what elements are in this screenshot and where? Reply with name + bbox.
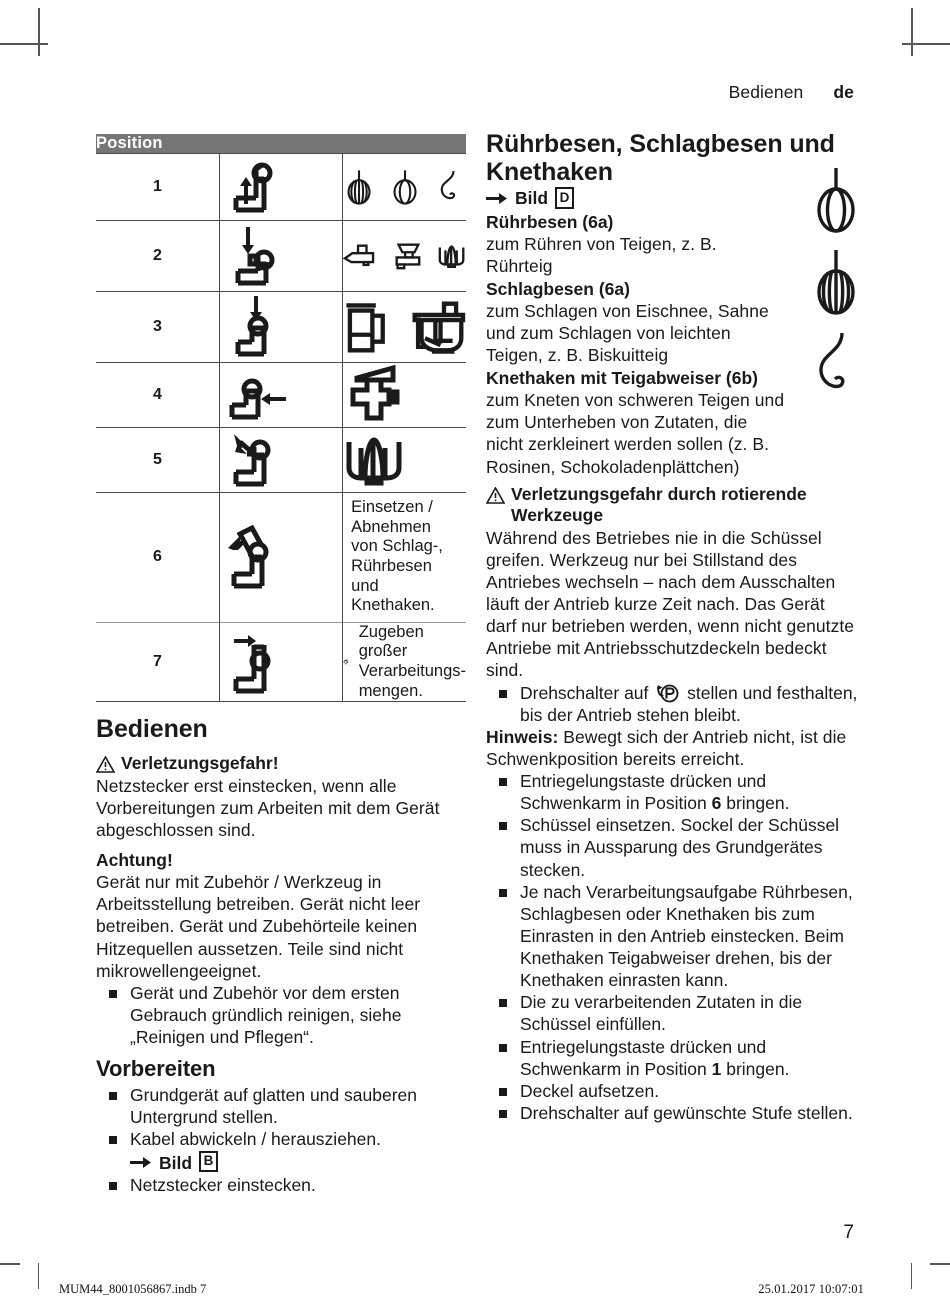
figure-reference-b <box>130 1152 466 1174</box>
drive-cover-large-icon <box>343 631 349 693</box>
running-head-title: Bedienen <box>728 82 804 102</box>
arm-position-icon-cell <box>219 154 342 221</box>
swivel-arm-position-2-icon <box>220 221 282 291</box>
running-head-language: de <box>833 82 854 102</box>
page-number: 7 <box>843 1222 854 1243</box>
bullet-square-icon <box>109 1136 117 1144</box>
bullet-square-icon <box>109 1092 117 1100</box>
ruehrbesen-title: Rührbesen (6a) <box>486 211 614 232</box>
swivel-arm-position-1-icon <box>220 154 282 220</box>
figure-letter-badge: D <box>555 187 574 209</box>
row6-description: Einsetzen / Abnehmen von Schlag-, Rührbesen und Knethaken. <box>343 493 466 623</box>
row-number: 6 <box>96 493 219 623</box>
swivel-arm-position-7-icon <box>220 625 282 699</box>
list-item-text-pre: Entriegelungstaste drücken und Schwenkarm in Position <box>520 1036 767 1079</box>
list-item-text-pre: Drehschalter auf <box>520 682 649 703</box>
list-item-text: Gerät und Zubehör vor dem ersten Gebrauch gründlich reinigen, siehe „Reinigen und Pflegen“. <box>130 982 402 1048</box>
swivel-arm-position-4-icon <box>220 363 292 427</box>
table-row <box>96 428 466 493</box>
figure-reference-label: Bild <box>159 1152 193 1173</box>
schlagbesen-title: Schlagbesen (6a) <box>486 278 630 299</box>
continuous-shredder-icon <box>343 231 378 281</box>
arm-position-icon-cell <box>219 428 342 493</box>
warning-injury-title: Verletzungsgefahr! <box>121 753 279 774</box>
tools-cell <box>343 154 466 221</box>
row-number: 1 <box>96 154 219 221</box>
row-number: 5 <box>96 428 219 493</box>
row-number: 2 <box>96 221 219 292</box>
left-bullet-list-2 <box>96 1084 466 1196</box>
footer-file-name: MUM44_8001056867.indb 7 <box>59 1282 207 1296</box>
figure-beating-whisk <box>810 246 862 318</box>
hinweis-body: Bewegt sich der Antrieb nicht, ist die Schwenkposition bereits erreicht. <box>486 726 847 769</box>
table-row <box>96 154 466 221</box>
warning-injury-block <box>96 753 466 775</box>
list-item-text-post: stellen und festhalten, bis der Antrieb stehen bleibt. <box>520 682 858 725</box>
achtung-title: Achtung! <box>96 850 173 871</box>
row-number: 4 <box>96 363 219 428</box>
warning-rotating-tools-block <box>486 484 858 527</box>
tools-cell <box>343 292 466 363</box>
footer-timestamp: 25.01.2017 10:07:01 <box>758 1282 864 1296</box>
table-row <box>96 493 466 623</box>
bullet-square-icon <box>499 822 507 830</box>
meat-mincer-icon <box>392 226 423 286</box>
tools-cell <box>343 428 466 493</box>
knethaken-body: zum Kneten von schweren Teigen und zum Unterheben von Zutaten, die nicht zerkleinert werden sollen (z. B. Rosinen, Schokoladenplättchen) <box>486 390 785 477</box>
position-table <box>96 134 466 702</box>
table-header-position: Position <box>96 134 466 154</box>
ruehrbesen-body: zum Rühren von Teigen, z. B. Rührteig <box>486 233 717 276</box>
list-item-text-post: bringen. <box>726 793 790 814</box>
table-header-row <box>96 134 466 154</box>
crop-mark-bottom-right-h <box>930 1263 950 1265</box>
bullet-square-icon <box>499 1110 507 1118</box>
arm-position-icon-cell <box>219 493 342 623</box>
warning-triangle-icon <box>96 756 115 773</box>
list-item <box>486 682 858 726</box>
running-head <box>729 82 854 103</box>
warning-triangle-icon <box>486 487 505 504</box>
kneading-hook-icon <box>435 154 466 220</box>
figure-reference-label: Bild <box>515 188 549 209</box>
table-row <box>96 622 466 702</box>
arm-position-icon-cell <box>219 363 342 428</box>
list-item <box>96 982 466 1048</box>
arrow-right-icon <box>130 1156 152 1169</box>
swivel-arm-position-3-icon <box>220 292 282 362</box>
bullet-square-icon <box>109 1182 117 1190</box>
park-position-symbol-icon <box>656 684 679 703</box>
knethaken-title: Knethaken mit Teigabweiser (6b) <box>486 368 758 389</box>
figure-stirring-whisk <box>810 164 862 236</box>
list-item <box>486 770 858 814</box>
left-bullet-list-1 <box>96 982 466 1048</box>
row-number: 3 <box>96 292 219 363</box>
bullet-square-icon <box>499 778 507 786</box>
hinweis-block <box>486 726 858 770</box>
beating-whisk-icon <box>343 154 375 220</box>
food-processor-bowl-icon <box>406 296 466 358</box>
drive-cover-large-icon <box>343 364 405 426</box>
bullet-square-icon <box>109 990 117 998</box>
swivel-arm-position-5-icon <box>220 428 282 492</box>
table-row <box>96 292 466 363</box>
list-item <box>96 1128 466 1173</box>
crop-mark-top-left-v <box>38 8 40 56</box>
list-item-text: Deckel aufsetzen. <box>520 1080 660 1101</box>
tool-descriptions <box>486 212 786 478</box>
crop-mark-top-left-h <box>0 43 48 45</box>
beating-whisk-icon <box>810 246 862 318</box>
tool-icon-group <box>343 154 466 220</box>
section-heading-tools: Rührbesen, Schlagbesen und Knethaken <box>486 130 835 186</box>
left-column <box>96 134 466 1196</box>
blender-jug-icon <box>343 296 391 358</box>
tool-icon-group <box>343 434 466 486</box>
list-item-text: Netzstecker einstecken. <box>130 1174 316 1195</box>
list-item-text: Grundgerät auf glatten und sauberen Untergrund stellen. <box>130 1085 418 1128</box>
tool-icon-group <box>343 226 466 286</box>
section-heading-bedienen: Bedienen <box>96 715 208 744</box>
list-item <box>486 881 858 992</box>
crop-mark-top-right-v <box>911 8 913 56</box>
list-item <box>486 1102 858 1124</box>
list-item-text: Drehschalter auf gewünschte Stufe stellen. <box>520 1102 853 1123</box>
list-item-text: Schüssel einsetzen. Sockel der Schüssel muss in Aussparung des Grundgerätes stecken. <box>520 815 840 880</box>
position-number-6: 6 <box>711 793 722 814</box>
row7-content <box>343 623 466 702</box>
tool-icon-group <box>343 296 466 358</box>
list-item-text-pre: Entriegelungstaste drücken und Schwenkarm in Position <box>520 771 767 814</box>
list-item <box>96 1084 466 1128</box>
bullet-square-icon <box>499 1088 507 1096</box>
right-bullet-list-2 <box>486 770 858 1124</box>
tools-cell <box>343 221 466 292</box>
crop-mark-bottom-left-h <box>0 1263 20 1265</box>
arm-position-icon-cell <box>219 292 342 363</box>
bullet-square-icon <box>499 889 507 897</box>
list-item <box>96 1174 466 1196</box>
arm-position-icon-cell <box>219 622 342 702</box>
crop-mark-bottom-left <box>38 1263 39 1289</box>
list-item <box>486 814 858 880</box>
row7-cell <box>343 622 466 702</box>
position-number-1: 1 <box>711 1058 722 1079</box>
kneading-hook-icon <box>810 328 862 404</box>
list-item <box>486 991 858 1035</box>
list-item-text: Kabel abwickeln / herausziehen. <box>130 1129 381 1150</box>
section-heading-vorbereiten: Vorbereiten <box>96 1056 216 1082</box>
stirring-whisk-icon <box>389 154 421 220</box>
tool-figure-column <box>810 164 862 414</box>
figure-letter-badge: B <box>199 1151 218 1173</box>
row7-description: Zugeben großer Verarbeitungs- mengen. <box>358 622 467 700</box>
crop-mark-bottom-right <box>911 1263 912 1289</box>
right-bullet-list-1 <box>486 682 858 726</box>
figure-reference-d <box>486 188 858 210</box>
hinweis-label: Hinweis: <box>486 726 559 747</box>
list-item-text-post: bringen. <box>726 1058 790 1079</box>
citrus-press-icon <box>437 230 466 282</box>
list-item-text: Die zu verarbeitenden Zutaten in die Schüssel einfüllen. <box>520 992 803 1035</box>
citrus-press-icon <box>343 434 405 486</box>
crop-mark-top-right-h <box>902 43 950 45</box>
right-column <box>486 130 858 1124</box>
tools-cell <box>343 363 466 428</box>
table-row <box>96 221 466 292</box>
achtung-body: Gerät nur mit Zubehör / Werkzeug in Arbeitsstellung betreiben. Gerät nicht leer betreiben. Gerät und Zubehörteile keinen Hitzequellen aussetzen. Teile sind nicht mikrowellengeeignet. <box>96 872 421 981</box>
figure-kneading-hook <box>810 328 862 404</box>
row-number: 7 <box>96 622 219 702</box>
stirring-whisk-icon <box>810 164 862 236</box>
bullet-square-icon <box>499 999 507 1007</box>
arrow-right-icon <box>486 192 508 205</box>
tool-icon-group <box>343 364 466 426</box>
bullet-square-icon <box>499 690 507 698</box>
warning-injury-body: Netzstecker erst einstecken, wenn alle Vorbereitungen zum Arbeiten mit dem Gerät abgeschlossen sind. <box>96 775 440 841</box>
list-item <box>486 1080 858 1102</box>
schlagbesen-body: zum Schlagen von Eischnee, Sahne und zum Schlagen von leichten Teigen, z. B. Biskuitteig <box>486 300 769 365</box>
table-row <box>96 363 466 428</box>
warning-rotating-tools-body: Während des Betriebes nie in die Schüssel greifen. Werkzeug nur bei Stillstand des Antriebes wechseln – nach dem Ausschalten läuft der Antrieb kurze Zeit nach. Das Gerät darf nur betrieben werden, wenn nicht genutzte Antriebe mit Antriebsschutzdeckeln bedeckt sind. <box>486 527 855 681</box>
arm-position-icon-cell <box>219 221 342 292</box>
list-item <box>486 1036 858 1080</box>
warning-rotating-tools-title: Verletzungsgefahr durch rotierende Werkzeuge <box>511 483 807 526</box>
list-item-text: Je nach Verarbeitungsaufgabe Rührbesen, Schlagbesen oder Knethaken bis zum Einrasten in den Antrieb einstecken. Beim Knethaken Teigabweiser drehen, bis der Knethaken einrasten kann. <box>520 881 853 991</box>
swivel-arm-position-6-icon <box>220 520 282 594</box>
bullet-square-icon <box>499 1044 507 1052</box>
